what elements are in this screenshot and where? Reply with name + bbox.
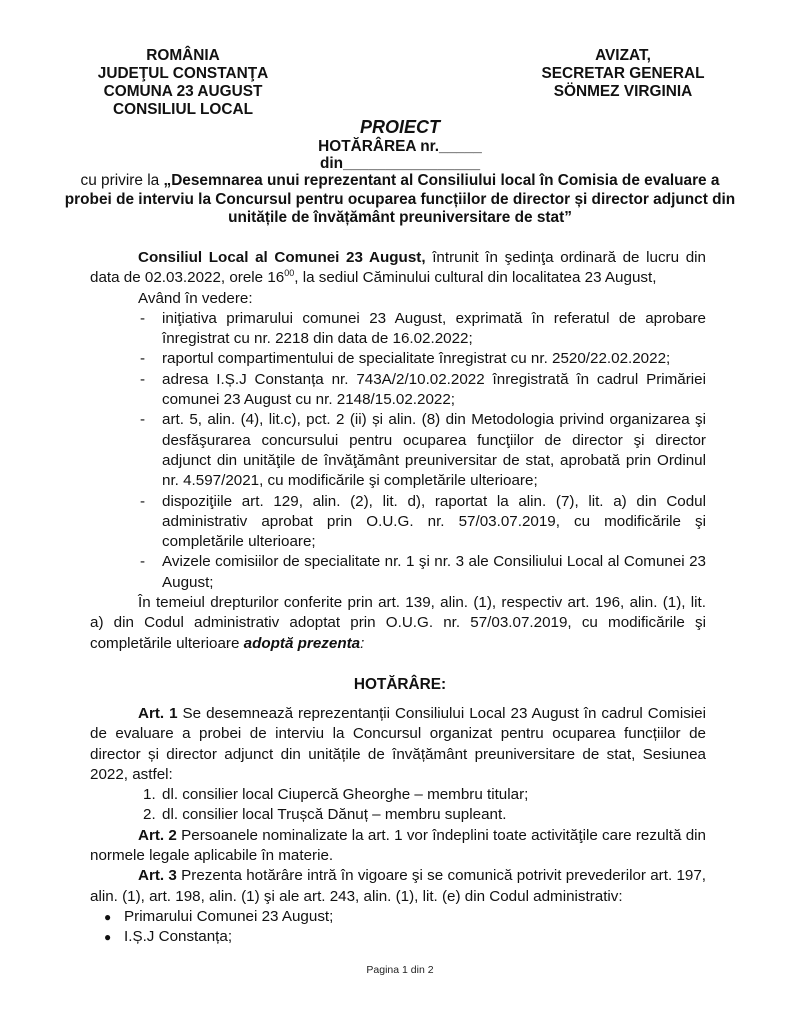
legal-basis-paragraph: În temeiul drepturilor conferite prin art. 139, alin. (1), respectiv art. 196, alin. (1), lit. a) din Codul administrativ adoptat prin O.U.G. nr. 57/03.07.2019, cu modificările şi completările ulterioare adoptă prezenta: <box>90 594 706 652</box>
list-item: - adresa I.Ș.J Constanța nr. 743A/2/10.02.2022 înregistrată în cadrul Primăriei comunei 23 August cu nr. 2148/15.02.2022; <box>140 370 706 409</box>
approval-label: AVIZAT, <box>595 47 651 64</box>
list-item: - dispoziţiile art. 129, alin. (2), lit. d), raportat la alin. (7), lit. a) din Codul administrativ aprobat prin O.U.G. nr. 57/03.07.2019, cu modificările şi completările ulterioare; <box>140 492 706 551</box>
header-commune: COMUNA 23 AUGUST <box>103 83 263 100</box>
approval-header <box>528 47 718 101</box>
decision-subject <box>60 172 740 228</box>
decision-number: HOTĂRÂREA nr._____ <box>318 138 482 155</box>
subject-title: „Desemnarea unui reprezentant al Consiliului local în Comisia de evaluare a probei de interviu la Concursul pentru ocuparea funcțiilor de director și director adjunct din unitățile de învățământ preuniversitare de stat” <box>64 172 736 227</box>
list-item: - raportul compartimentului de specialitate înregistrat cu nr. 2520/22.02.2022; <box>140 350 671 368</box>
list-item: 2. dl. consilier local Trușcă Dănuț – membru supleant. <box>143 806 507 824</box>
article-label: Art. 1 <box>138 705 178 722</box>
decision-date: din________________ <box>319 155 481 172</box>
header-country: ROMÂNIA <box>146 47 220 64</box>
article-1: Art. 1 Se desemnează reprezentanții Consiliului Local 23 August în cadrul Comisiei de evaluare a probei de interviu la Concursul organizat pentru ocuparea funcțiilor de director și director adjunct din unitățile de învățământ preuniversitare de stat, Sesiunea 2022, astfel: <box>90 705 706 783</box>
draft-label: PROIECT <box>359 117 440 137</box>
list-item: ● Primarului Comunei 23 August; <box>90 907 706 927</box>
list-item: ● I.Ș.J Constanța; <box>90 927 706 947</box>
articles <box>90 704 706 948</box>
article-label: Art. 2 <box>138 826 177 844</box>
article-3: Art. 3 Prezenta hotărâre intră în vigoare şi se comunică potrivit prevederilor art. 197, alin. (1), art. 198, alin. (1) şi ale art. 243, alin. (1), lit. (e) din Codul administrativ: <box>90 867 707 905</box>
adopts-phrase: adoptă prezenta <box>243 634 361 652</box>
article-label: Art. 3 <box>138 867 177 885</box>
article-2: Art. 2 Persoanele nominalizate la art. 1 vor îndeplini toate activităţile care rezultă din normele legale aplicabile în materie. <box>90 826 706 865</box>
decision-heading: HOTĂRÂRE: <box>353 676 447 693</box>
subject-prefix: cu privire la <box>80 172 164 189</box>
members-list <box>90 785 706 826</box>
council-name: Consiliul Local al Comunei 23 August, <box>138 249 426 266</box>
page-number: Pagina 1 din 2 <box>366 964 434 976</box>
preamble <box>90 248 706 654</box>
list-item: - art. 5, alin. (4), lit.c), pct. 2 (ii) și alin. (8) din Metodologia privind organizarea şi desfăşurarea concursului pentru ocuparea funcţiilor de director şi director adjunct din unităţile de învăţământ preuniversitar de stat, aprobată prin Ordinul nr. 4.597/2021, cu modificările şi completările ulterioare; <box>140 411 706 490</box>
issuer-header <box>88 47 278 119</box>
considerations-list <box>90 309 706 593</box>
list-item: - iniţiativa primarului comunei 23 August, exprimată în referatul de aprobare înregistrat cu nr. 2218 din data de 16.02.2022; <box>140 309 706 348</box>
header-council: CONSILIUL LOCAL <box>113 101 253 118</box>
intro-paragraph: Consiliul Local al Comunei 23 August, întrunit în şedinţa ordinară de lucru din data de 02.03.2022, orele $16^{00}$, la sediul Căminului cultural din localitatea 23 August, <box>90 249 706 287</box>
considering-label: Având în vedere: <box>138 289 253 307</box>
bullet-icon: ● <box>104 909 112 924</box>
approval-name: SÖNMEZ VIRGINIA <box>553 83 693 100</box>
header-county: JUDEŢUL CONSTANŢA <box>97 65 269 82</box>
list-item: 1. dl. consilier local Ciupercă Gheorghe – membru titular; <box>143 786 529 804</box>
approval-role: SECRETAR GENERAL <box>541 65 705 82</box>
list-item: - Avizele comisiilor de specialitate nr. 1 şi nr. 3 ale Consiliului Local al Comunei 23 August; <box>140 553 706 591</box>
recipients-list <box>90 907 706 948</box>
bullet-icon: ● <box>104 930 112 945</box>
